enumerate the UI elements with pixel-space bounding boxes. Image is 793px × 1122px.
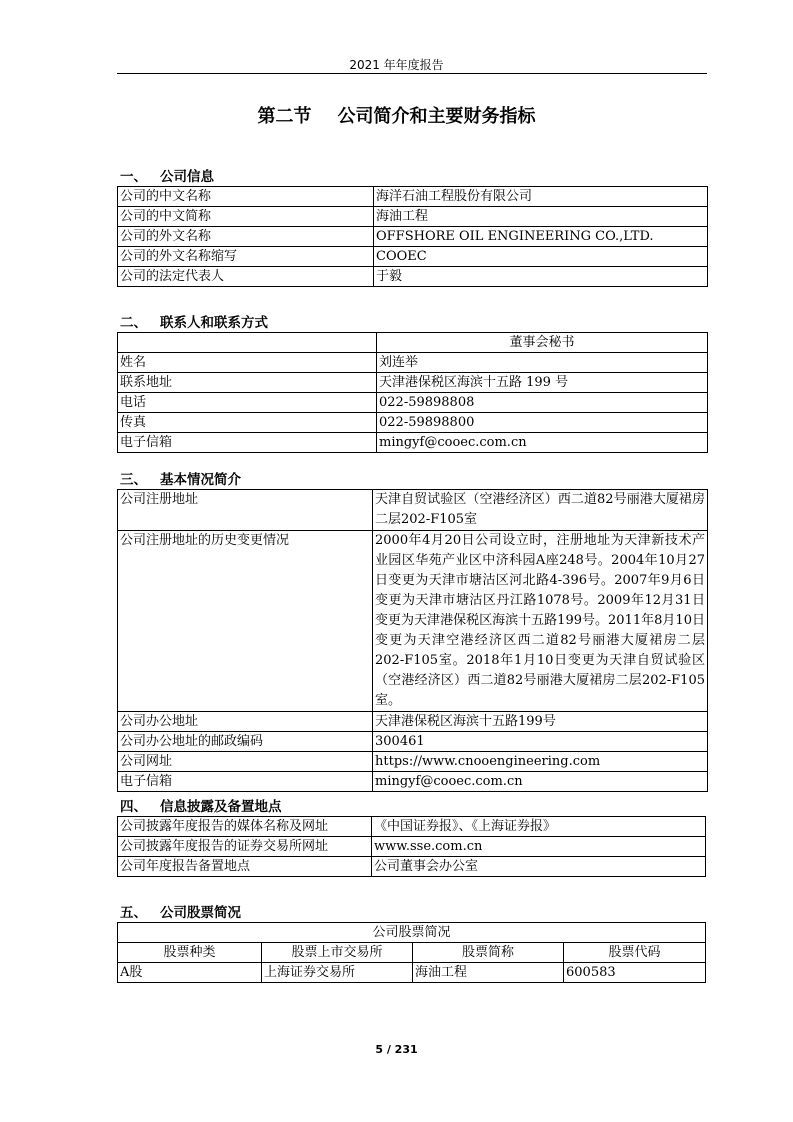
table-row — [118, 732, 708, 752]
table-header-row — [118, 333, 708, 353]
row-value: 海油工程 — [374, 207, 708, 227]
row-label: 公司网址 — [118, 752, 373, 772]
basic-info-table — [117, 489, 708, 792]
table-row — [118, 817, 706, 837]
table-row — [118, 752, 708, 772]
section-2-heading — [120, 311, 268, 331]
report-header-title: 2021 年年度报告 — [349, 58, 444, 72]
stock-type: A股 — [118, 963, 262, 983]
table-row — [118, 837, 706, 857]
table-row — [118, 772, 708, 792]
column-header: 股票代码 — [564, 943, 706, 963]
row-value: 《中国证券报》、《上海证券报》 — [372, 817, 706, 837]
row-value: COOEC — [374, 247, 708, 267]
company-info-table — [117, 186, 708, 287]
stock-short-name: 海油工程 — [413, 963, 564, 983]
table-row — [118, 267, 708, 287]
table-row — [118, 393, 708, 413]
row-value: 海洋石油工程股份有限公司 — [374, 187, 708, 207]
section-5-heading — [120, 901, 241, 921]
row-value: OFFSHORE OIL ENGINEERING CO.,LTD. — [374, 227, 708, 247]
row-label: 公司办公地址 — [118, 712, 373, 732]
row-value: 022-59898800 — [377, 413, 708, 433]
empty-header-cell — [118, 333, 377, 353]
row-value: 天津港保税区海滨十五路 199 号 — [377, 373, 708, 393]
row-label: 公司年度报告备置地点 — [118, 857, 372, 877]
row-label: 传真 — [118, 413, 377, 433]
row-value: 2000年4月20日公司设立时，注册地址为天津新技术产业园区华苑产业区中济科园A座248号。2004年10月27日变更为天津市塘沽区河北路4-396号。2007年9月6日变更为天津市塘沽区丹江路1078号。2009年12月31日变更为天津港保税区海滨十五路199号。2011年8月10日变更为天津空港经济区西二道82号丽港大厦裙房二层202-F105室。2018年1月10日变更为天津自贸试验区（空港经济区）西二道82号丽港大厦裙房二层202-F105室。 — [373, 531, 708, 712]
row-label: 电子信箱 — [118, 772, 373, 792]
table-row — [118, 712, 708, 732]
section-2-title: 联系人和联系方式 — [160, 315, 268, 331]
table-row — [118, 963, 706, 983]
section-4-number: 四、 — [120, 799, 147, 815]
section-4-title: 信息披露及备置地点 — [160, 799, 282, 815]
column-header: 股票简称 — [413, 943, 564, 963]
table-row — [118, 207, 708, 227]
row-label: 公司注册地址的历史变更情况 — [118, 531, 373, 712]
column-header: 股票种类 — [118, 943, 262, 963]
row-label: 公司的中文简称 — [118, 207, 374, 227]
table-row — [118, 531, 708, 712]
section-5-title: 公司股票简况 — [160, 905, 241, 921]
table-row — [118, 187, 708, 207]
table-row — [118, 227, 708, 247]
secretary-column-header: 董事会秘书 — [377, 333, 708, 353]
row-label: 联系地址 — [118, 373, 377, 393]
row-value: 公司董事会办公室 — [372, 857, 706, 877]
chapter-title — [0, 102, 793, 128]
section-1-title: 公司信息 — [160, 169, 214, 185]
row-value: 300461 — [373, 732, 708, 752]
row-label: 姓名 — [118, 353, 377, 373]
disclosure-table — [117, 816, 706, 877]
stock-table-title: 公司股票简况 — [118, 923, 706, 943]
section-1-number: 一、 — [120, 169, 147, 185]
table-row — [118, 857, 706, 877]
header-divider — [117, 73, 707, 74]
row-value: 刘连举 — [377, 353, 708, 373]
table-header-row — [118, 943, 706, 963]
table-row — [118, 433, 708, 453]
row-value: https://www.cnooengineering.com — [373, 752, 708, 772]
table-row — [118, 373, 708, 393]
contact-table — [117, 332, 708, 453]
row-label: 公司的外文名称 — [118, 227, 374, 247]
row-value: 天津自贸试验区（空港经济区）西二道82号丽港大厦裙房二层202-F105室 — [373, 490, 708, 531]
section-3-title: 基本情况简介 — [160, 472, 241, 488]
row-value: mingyf@cooec.com.cn — [373, 772, 708, 792]
section-4-heading — [120, 795, 282, 815]
row-label: 公司披露年度报告的证券交易所网址 — [118, 837, 372, 857]
row-label: 电话 — [118, 393, 377, 413]
section-3-heading — [120, 468, 241, 488]
section-3-number: 三、 — [120, 472, 147, 488]
row-value: 于毅 — [374, 267, 708, 287]
page-number: 5 / 231 — [375, 1043, 418, 1056]
row-label: 公司的法定代表人 — [118, 267, 374, 287]
row-label: 电子信箱 — [118, 433, 377, 453]
table-row — [118, 353, 708, 373]
stock-exchange: 上海证券交易所 — [262, 963, 413, 983]
row-label: 公司披露年度报告的媒体名称及网址 — [118, 817, 372, 837]
section-5-number: 五、 — [120, 905, 147, 921]
row-label: 公司注册地址 — [118, 490, 373, 531]
row-value: 天津港保税区海滨十五路199号 — [373, 712, 708, 732]
table-row — [118, 413, 708, 433]
table-row — [118, 247, 708, 267]
row-value: www.sse.com.cn — [372, 837, 706, 857]
row-label: 公司办公地址的邮政编码 — [118, 732, 373, 752]
section-1-heading — [120, 165, 214, 185]
row-value: mingyf@cooec.com.cn — [377, 433, 708, 453]
chapter-number: 第二节 — [257, 106, 312, 127]
chapter-name: 公司简介和主要财务指标 — [337, 106, 536, 127]
stock-code: 600583 — [564, 963, 706, 983]
column-header: 股票上市交易所 — [262, 943, 413, 963]
stock-table — [117, 922, 706, 983]
row-label: 公司的中文名称 — [118, 187, 374, 207]
row-value: 022-59898808 — [377, 393, 708, 413]
table-title-row — [118, 923, 706, 943]
row-label: 公司的外文名称缩写 — [118, 247, 374, 267]
section-2-number: 二、 — [120, 315, 147, 331]
table-row — [118, 490, 708, 531]
